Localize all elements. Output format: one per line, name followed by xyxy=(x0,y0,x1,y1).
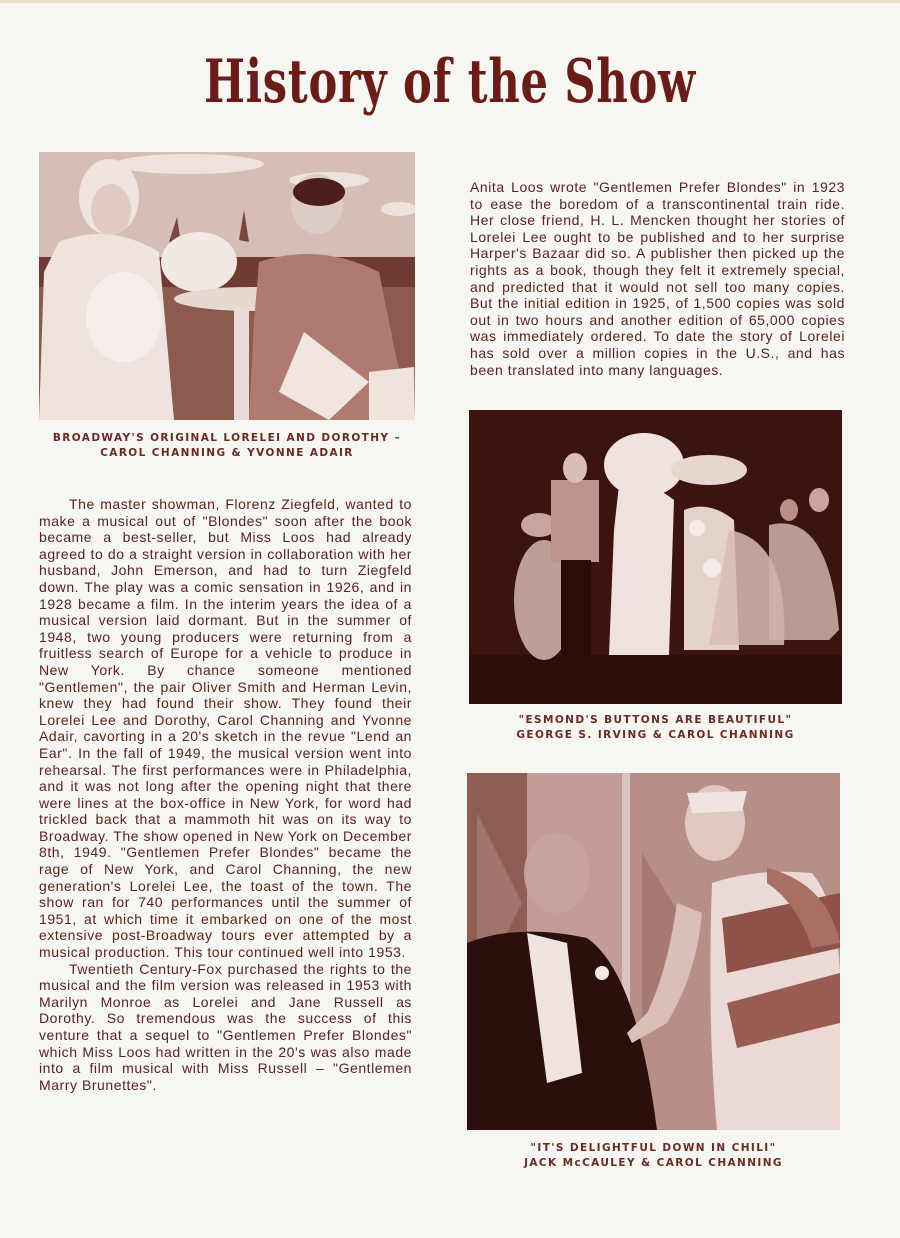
photo-caption xyxy=(469,713,842,743)
body-paragraph: Anita Loos wrote "Gentlemen Prefer Blondes" in 1923 to ease the boredom of a transcontinental train ride. Her close friend, H. L. Mencken thought her stories of Lorelei Lee ought to be published and to her surprise Harper's Bazaar did so. A publisher then picked up the rights as a book, though they felt it extremely special, and predicted that it would not sell too many copies. But the initial edition in 1925, of 1,500 copies was sold out in two hours and another edition of 65,000 copies was immediately ordered. To date the story of Lorelei has sold over a million copies in the U.S., and has been translated into many languages. xyxy=(470,179,845,378)
caption-line: JACK McCAULEY & CAROL CHANNING xyxy=(524,1157,783,1169)
right-column-text xyxy=(470,179,845,378)
caption-line: CAROL CHANNING & YVONNE ADAIR xyxy=(100,447,354,459)
sepia-photo-image xyxy=(467,773,840,1130)
photo-lorelei-and-dorothy xyxy=(39,152,415,420)
caption-line: "ESMOND'S BUTTONS ARE BEAUTIFUL" xyxy=(518,714,793,726)
left-column-text xyxy=(39,496,412,1093)
photo-esmonds-buttons xyxy=(469,410,842,704)
body-paragraph: The master showman, Florenz Ziegfeld, wanted to make a musical out of "Blondes" soon after the book became a best-seller, but Miss Loos had already agreed to do a straight version in collaboration with her husband, John Emerson, and had to turn Ziegfeld down. The play was a comic sensation in 1926, and in 1928 became a film. In the interim years the idea of a musical version laid dormant. But in the summer of 1948, two young producers were returning from a fruitless search of Europe for a vehicle to produce in New York. By chance someone mentioned "Gentlemen", the pair Oliver Smith and Herman Levin, knew they had found their show. They found their Lorelei Lee and Dorothy, Carol Channing and Yvonne Adair, cavorting in a 20's sketch in the revue "Lend an Ear". In the fall of 1949, the musical version went into rehearsal. The first performances were in Philadelphia, and it was not long after the opening night that there were lines at the box-office in New York, for word had trickled back that a mammoth hit was on its way to Broadway. The show opened in New York on December 8th, 1949. "Gentlemen Prefer Blondes" became the rage of New York, and Carol Channing, the new generation's Lorelei Lee, the toast of the town. The show ran for 740 performances until the summer of 1951, at which time it embarked on one of the most extensive post-Broadway tours ever attempted by a musical production. This tour continued well into 1953. xyxy=(39,496,412,961)
body-paragraph: Twentieth Century-Fox purchased the rights to the musical and the film version was released in 1953 with Marilyn Monroe as Lorelei and Jane Russell as Dorothy. So tremendous was the success of this venture that a sequel to "Gentlemen Prefer Blondes" which Miss Loos had written in the 20's was also made into a film musical with Miss Russell – "Gentlemen Marry Brunettes". xyxy=(39,960,412,1093)
caption-line: GEORGE S. IRVING & CAROL CHANNING xyxy=(516,729,795,741)
photo-caption xyxy=(467,1141,840,1171)
sepia-photo-image xyxy=(469,410,842,704)
photo-delightful-down-in-chili xyxy=(467,773,840,1130)
sepia-photo-image xyxy=(39,152,415,420)
photo-caption xyxy=(39,431,415,461)
page-top-edge xyxy=(0,0,900,3)
caption-line: "IT'S DELIGHTFUL DOWN IN CHILI" xyxy=(530,1142,777,1154)
caption-line: BROADWAY'S ORIGINAL LORELEI AND DOROTHY – xyxy=(52,432,402,444)
page-title: History of the Show xyxy=(204,47,696,117)
